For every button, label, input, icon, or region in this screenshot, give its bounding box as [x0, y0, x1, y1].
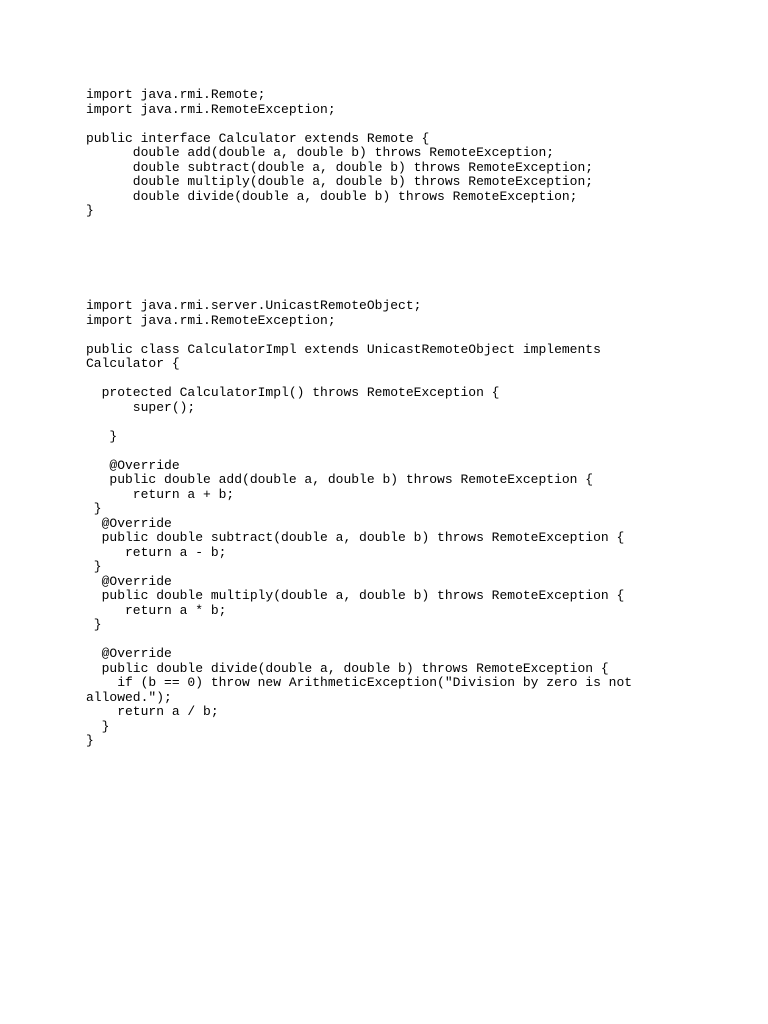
code-line: Calculator { [86, 356, 180, 371]
code-line: public double subtract(double a, double b) throws RemoteException { [86, 530, 625, 545]
code-line: return a - b; [86, 544, 227, 560]
code-block-calculator-impl [86, 299, 632, 749]
code-line: import java.rmi.RemoteException; [86, 101, 336, 117]
code-line: double add(double a, double b) throws RemoteException; [86, 145, 555, 160]
code-line: if (b == 0) throw new ArithmeticException("Division by zero is not [86, 675, 633, 690]
code-line: return a * b; [86, 602, 227, 618]
code-line: import java.rmi.server.UnicastRemoteObject; [86, 298, 422, 313]
code-line: double subtract(double a, double b) throws RemoteException; [86, 159, 594, 175]
code-line: public double divide(double a, double b) throws RemoteException { [86, 660, 609, 676]
code-line: @Override [86, 646, 172, 661]
code-line [86, 633, 632, 648]
code-line: protected CalculatorImpl() throws RemoteException { [86, 385, 500, 400]
code-line: public double multiply(double a, double b) throws RemoteException { [86, 588, 625, 603]
code-line: public double add(double a, double b) throws RemoteException { [86, 472, 594, 487]
code-line: } [86, 733, 94, 748]
code-line: @Override [86, 457, 180, 473]
code-line: return a + b; [86, 486, 235, 502]
code-line: public interface Calculator extends Remote { [86, 130, 430, 146]
code-line: } [86, 203, 94, 218]
code-line: return a / b; [86, 704, 219, 719]
code-line: double divide(double a, double b) throws RemoteException; [86, 188, 578, 204]
code-line: } [86, 428, 118, 444]
code-line: } [86, 501, 102, 516]
code-line: allowed."); [86, 689, 172, 705]
code-line: import java.rmi.RemoteException; [86, 312, 336, 328]
code-line: @Override [86, 515, 172, 531]
code-line [86, 372, 632, 387]
code-line [86, 117, 593, 132]
code-line: @Override [86, 573, 172, 589]
code-line: super(); [86, 399, 196, 415]
code-line [86, 415, 632, 430]
code-block-calculator-interface [86, 88, 593, 219]
code-line: import java.rmi.Remote; [86, 87, 266, 102]
code-line: public class CalculatorImpl extends UnicastRemoteObject implements [86, 341, 601, 357]
code-line [86, 444, 632, 459]
code-line [86, 328, 632, 343]
code-line: } [86, 617, 102, 632]
code-line: } [86, 559, 102, 574]
code-line: } [86, 718, 110, 734]
code-line: double multiply(double a, double b) throws RemoteException; [86, 174, 594, 189]
